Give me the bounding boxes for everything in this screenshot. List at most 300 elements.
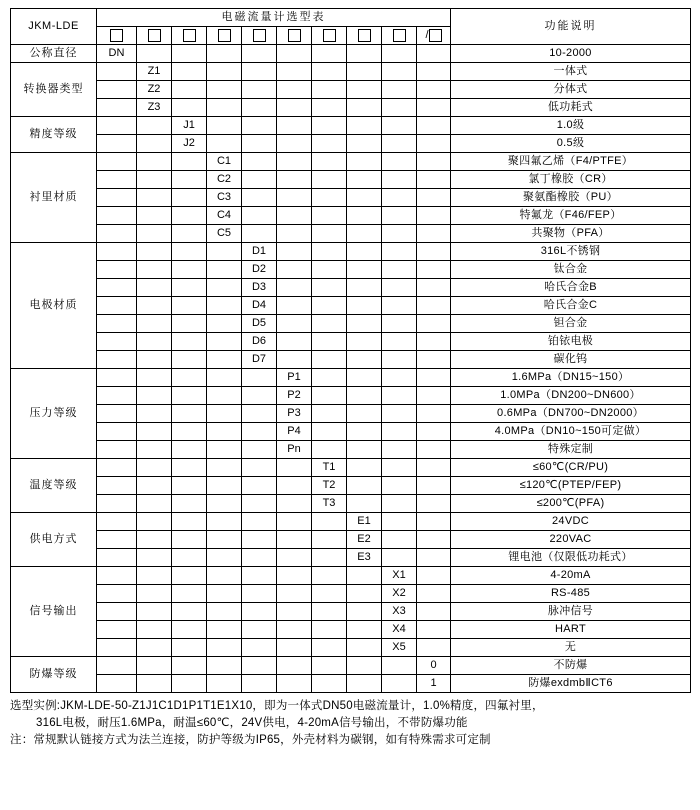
- option-code-cell[interactable]: 1: [417, 675, 451, 693]
- spacer-cell: [172, 315, 207, 333]
- spacer-cell: [97, 261, 137, 279]
- option-code-cell[interactable]: X3: [382, 603, 417, 621]
- option-checkbox[interactable]: [253, 29, 266, 42]
- option-description-cell: 316L不锈钢: [451, 243, 691, 261]
- table-row: [11, 675, 691, 693]
- option-code-cell[interactable]: D6: [242, 333, 277, 351]
- spacer-cell: [417, 279, 451, 297]
- checkbox-cell-3[interactable]: [172, 27, 207, 45]
- spacer-cell: [277, 261, 312, 279]
- option-description-cell: 0.6MPa（DN700~DN2000）: [451, 405, 691, 423]
- spacer-cell: [312, 153, 347, 171]
- option-code-cell[interactable]: Pn: [277, 441, 312, 459]
- spacer-cell: [417, 99, 451, 117]
- checkbox-cell-7[interactable]: [312, 27, 347, 45]
- spacer-cell: [97, 333, 137, 351]
- spacer-cell: [312, 369, 347, 387]
- spacer-cell: [207, 603, 242, 621]
- spacer-cell: [172, 657, 207, 675]
- spacer-cell: [417, 441, 451, 459]
- checkbox-cell-9[interactable]: [382, 27, 417, 45]
- spacer-cell: [137, 297, 172, 315]
- spacer-cell: [312, 549, 347, 567]
- spacer-cell: [417, 567, 451, 585]
- option-code-cell[interactable]: X5: [382, 639, 417, 657]
- checkbox-cell-8[interactable]: [347, 27, 382, 45]
- spacer-cell: [172, 675, 207, 693]
- spacer-cell: [207, 459, 242, 477]
- spacer-cell: [347, 243, 382, 261]
- spacer-cell: [172, 387, 207, 405]
- option-code-cell[interactable]: P2: [277, 387, 312, 405]
- spacer-cell: [417, 549, 451, 567]
- option-code-cell[interactable]: C1: [207, 153, 242, 171]
- spacer-cell: [417, 243, 451, 261]
- spacer-cell: [277, 297, 312, 315]
- note-remark: 注：常规默认链接方式为法兰连接，防护等级为IP65，外壳材料为碳钢，如有特殊需求可定制: [10, 734, 491, 746]
- spacer-cell: [172, 441, 207, 459]
- option-description-cell: 氯丁橡胶（CR）: [451, 171, 691, 189]
- option-description-cell: 分体式: [451, 81, 691, 99]
- spacer-cell: [172, 243, 207, 261]
- table-row: [11, 513, 691, 531]
- spacer-cell: [172, 513, 207, 531]
- spacer-cell: [312, 45, 347, 63]
- table-row: [11, 117, 691, 135]
- spacer-cell: [207, 567, 242, 585]
- spacer-cell: [277, 549, 312, 567]
- spacer-cell: [137, 171, 172, 189]
- spacer-cell: [97, 513, 137, 531]
- option-checkbox[interactable]: [429, 29, 442, 42]
- table-row: [11, 603, 691, 621]
- spacer-cell: [97, 477, 137, 495]
- spacer-cell: [207, 657, 242, 675]
- spacer-cell: [347, 585, 382, 603]
- spacer-cell: [417, 639, 451, 657]
- table-row: [11, 369, 691, 387]
- spacer-cell: [417, 369, 451, 387]
- spacer-cell: [382, 243, 417, 261]
- spacer-cell: [417, 135, 451, 153]
- option-code-cell[interactable]: X2: [382, 585, 417, 603]
- spacer-cell: [137, 513, 172, 531]
- spacer-cell: [207, 369, 242, 387]
- spacer-cell: [97, 675, 137, 693]
- spacer-cell: [312, 243, 347, 261]
- option-code-cell[interactable]: P1: [277, 369, 312, 387]
- spacer-cell: [242, 423, 277, 441]
- option-description-cell: 聚氨酯橡胶（PU）: [451, 189, 691, 207]
- spacer-cell: [97, 207, 137, 225]
- spacer-cell: [382, 657, 417, 675]
- option-code-cell[interactable]: J1: [172, 117, 207, 135]
- checkbox-cell-6[interactable]: [277, 27, 312, 45]
- spacer-cell: [312, 225, 347, 243]
- option-code-cell[interactable]: D5: [242, 315, 277, 333]
- spacer-cell: [172, 171, 207, 189]
- selection-table: [10, 8, 691, 693]
- spacer-cell: [242, 495, 277, 513]
- spacer-cell: [137, 225, 172, 243]
- spacer-cell: [97, 585, 137, 603]
- option-code-cell[interactable]: D3: [242, 279, 277, 297]
- spacer-cell: [347, 567, 382, 585]
- spacer-cell: [277, 315, 312, 333]
- spacer-cell: [347, 225, 382, 243]
- option-code-cell[interactable]: C2: [207, 171, 242, 189]
- checkbox-cell-10[interactable]: [417, 27, 451, 45]
- spacer-cell: [242, 657, 277, 675]
- spacer-cell: [277, 279, 312, 297]
- option-description-cell: 不防爆: [451, 657, 691, 675]
- spacer-cell: [137, 45, 172, 63]
- table-row: [11, 207, 691, 225]
- spacer-cell: [207, 405, 242, 423]
- spacer-cell: [382, 351, 417, 369]
- table-row: [11, 477, 691, 495]
- spacer-cell: [312, 297, 347, 315]
- option-code-cell[interactable]: T1: [312, 459, 347, 477]
- spacer-cell: [347, 621, 382, 639]
- spacer-cell: [277, 225, 312, 243]
- table-row: [11, 639, 691, 657]
- option-checkbox[interactable]: [358, 29, 371, 42]
- spacer-cell: [382, 513, 417, 531]
- spacer-cell: [97, 621, 137, 639]
- spacer-cell: [207, 45, 242, 63]
- spacer-cell: [172, 99, 207, 117]
- slash-label: /: [425, 28, 429, 41]
- spacer-cell: [137, 315, 172, 333]
- spacer-cell: [277, 585, 312, 603]
- spacer-cell: [137, 387, 172, 405]
- option-checkbox[interactable]: [148, 29, 161, 42]
- spacer-cell: [417, 477, 451, 495]
- spacer-cell: [172, 63, 207, 81]
- option-description-cell: HART: [451, 621, 691, 639]
- spacer-cell: [277, 135, 312, 153]
- note-example-line1: 选型实例:JKM-LDE-50-Z1J1C1D1P1T1E1X10，即为一体式DN50电磁流量计，1.0%精度，四氟衬里，: [10, 700, 544, 712]
- table-row: [11, 225, 691, 243]
- option-code-cell[interactable]: T3: [312, 495, 347, 513]
- option-code-cell[interactable]: E2: [347, 531, 382, 549]
- notes-block: [10, 698, 690, 749]
- option-checkbox[interactable]: [218, 29, 231, 42]
- category-label: 温度等级: [11, 459, 97, 513]
- spacer-cell: [207, 63, 242, 81]
- spacer-cell: [312, 63, 347, 81]
- spacer-cell: [97, 243, 137, 261]
- spacer-cell: [172, 45, 207, 63]
- spacer-cell: [277, 621, 312, 639]
- spacer-cell: [172, 423, 207, 441]
- spacer-cell: [312, 603, 347, 621]
- spacer-cell: [277, 567, 312, 585]
- spacer-cell: [242, 513, 277, 531]
- spacer-cell: [207, 297, 242, 315]
- option-code-cell[interactable]: E3: [347, 549, 382, 567]
- spacer-cell: [277, 99, 312, 117]
- spacer-cell: [382, 189, 417, 207]
- option-description-cell: ≤200℃(PFA): [451, 495, 691, 513]
- spacer-cell: [172, 459, 207, 477]
- spacer-cell: [97, 171, 137, 189]
- option-checkbox[interactable]: [323, 29, 336, 42]
- spacer-cell: [417, 189, 451, 207]
- spacer-cell: [417, 495, 451, 513]
- spacer-cell: [417, 315, 451, 333]
- spacer-cell: [347, 459, 382, 477]
- spacer-cell: [382, 261, 417, 279]
- option-description-cell: 无: [451, 639, 691, 657]
- spacer-cell: [277, 45, 312, 63]
- spacer-cell: [137, 333, 172, 351]
- option-code-cell[interactable]: Z1: [137, 63, 172, 81]
- table-row: [11, 423, 691, 441]
- option-code-cell[interactable]: P4: [277, 423, 312, 441]
- option-description-cell: 一体式: [451, 63, 691, 81]
- spacer-cell: [347, 477, 382, 495]
- spacer-cell: [97, 639, 137, 657]
- spacer-cell: [137, 477, 172, 495]
- spacer-cell: [137, 531, 172, 549]
- spacer-cell: [382, 207, 417, 225]
- spacer-cell: [417, 585, 451, 603]
- category-label: 供电方式: [11, 513, 97, 567]
- spacer-cell: [347, 45, 382, 63]
- spacer-cell: [347, 135, 382, 153]
- option-code-cell[interactable]: J2: [172, 135, 207, 153]
- spacer-cell: [347, 333, 382, 351]
- option-code-cell[interactable]: D2: [242, 261, 277, 279]
- option-code-cell[interactable]: D1: [242, 243, 277, 261]
- spacer-cell: [97, 495, 137, 513]
- spacer-cell: [312, 531, 347, 549]
- table-row: [11, 351, 691, 369]
- option-code-cell[interactable]: 0: [417, 657, 451, 675]
- spacer-cell: [312, 315, 347, 333]
- spacer-cell: [207, 279, 242, 297]
- option-checkbox[interactable]: [183, 29, 196, 42]
- spacer-cell: [277, 639, 312, 657]
- spacer-cell: [382, 135, 417, 153]
- spacer-cell: [347, 99, 382, 117]
- spacer-cell: [277, 351, 312, 369]
- option-description-cell: 24VDC: [451, 513, 691, 531]
- spacer-cell: [417, 333, 451, 351]
- spacer-cell: [312, 81, 347, 99]
- option-description-cell: 哈氏合金B: [451, 279, 691, 297]
- option-description-cell: 1.0MPa（DN200~DN600）: [451, 387, 691, 405]
- spacer-cell: [277, 117, 312, 135]
- spacer-cell: [172, 351, 207, 369]
- spacer-cell: [312, 117, 347, 135]
- spacer-cell: [242, 99, 277, 117]
- option-code-cell[interactable]: E1: [347, 513, 382, 531]
- spacer-cell: [312, 657, 347, 675]
- spacer-cell: [277, 675, 312, 693]
- checkbox-cell-5[interactable]: [242, 27, 277, 45]
- spacer-cell: [277, 243, 312, 261]
- checkbox-cell-1[interactable]: [97, 27, 137, 45]
- option-description-cell: 1.6MPa（DN15~150）: [451, 369, 691, 387]
- spacer-cell: [417, 513, 451, 531]
- spacer-cell: [207, 81, 242, 99]
- spacer-cell: [417, 351, 451, 369]
- option-description-cell: 10-2000: [451, 45, 691, 63]
- table-row: [11, 387, 691, 405]
- category-label: 转换器类型: [11, 63, 97, 117]
- spacer-cell: [97, 297, 137, 315]
- spacer-cell: [172, 639, 207, 657]
- spacer-cell: [207, 639, 242, 657]
- spacer-cell: [172, 369, 207, 387]
- spacer-cell: [312, 351, 347, 369]
- spacer-cell: [347, 297, 382, 315]
- table-row: [11, 333, 691, 351]
- spacer-cell: [417, 387, 451, 405]
- table-header-row: [11, 9, 691, 27]
- spacer-cell: [417, 63, 451, 81]
- spacer-cell: [242, 369, 277, 387]
- option-code-cell[interactable]: X1: [382, 567, 417, 585]
- table-title-cell: 电磁流量计选型表: [97, 9, 451, 27]
- spacer-cell: [172, 405, 207, 423]
- spacer-cell: [172, 297, 207, 315]
- spacer-cell: [172, 621, 207, 639]
- spacer-cell: [312, 207, 347, 225]
- spacer-cell: [277, 189, 312, 207]
- spacer-cell: [207, 315, 242, 333]
- option-code-cell[interactable]: D4: [242, 297, 277, 315]
- spacer-cell: [97, 351, 137, 369]
- spacer-cell: [207, 99, 242, 117]
- option-description-cell: 0.5级: [451, 135, 691, 153]
- spacer-cell: [382, 315, 417, 333]
- spacer-cell: [207, 333, 242, 351]
- spacer-cell: [347, 495, 382, 513]
- option-description-cell: 钛合金: [451, 261, 691, 279]
- option-code-cell[interactable]: Z2: [137, 81, 172, 99]
- spacer-cell: [137, 189, 172, 207]
- spacer-cell: [277, 603, 312, 621]
- option-code-cell[interactable]: C3: [207, 189, 242, 207]
- spacer-cell: [417, 81, 451, 99]
- spacer-cell: [242, 639, 277, 657]
- spacer-cell: [137, 459, 172, 477]
- spacer-cell: [347, 315, 382, 333]
- table-row: [11, 99, 691, 117]
- spacer-cell: [417, 171, 451, 189]
- table-row: [11, 297, 691, 315]
- spacer-cell: [382, 225, 417, 243]
- spacer-cell: [242, 531, 277, 549]
- spacer-cell: [207, 135, 242, 153]
- spacer-cell: [382, 477, 417, 495]
- table-row: [11, 63, 691, 81]
- spacer-cell: [172, 261, 207, 279]
- option-description-cell: 4-20mA: [451, 567, 691, 585]
- option-code-cell[interactable]: C4: [207, 207, 242, 225]
- spacer-cell: [137, 639, 172, 657]
- spacer-cell: [242, 225, 277, 243]
- option-checkbox[interactable]: [393, 29, 406, 42]
- spacer-cell: [137, 495, 172, 513]
- spacer-cell: [347, 207, 382, 225]
- spacer-cell: [137, 207, 172, 225]
- checkbox-cell-2[interactable]: [137, 27, 172, 45]
- spacer-cell: [242, 45, 277, 63]
- category-label: 衬里材质: [11, 153, 97, 243]
- option-code-cell[interactable]: T2: [312, 477, 347, 495]
- spacer-cell: [97, 603, 137, 621]
- option-description-cell: 低功耗式: [451, 99, 691, 117]
- spacer-cell: [97, 63, 137, 81]
- spacer-cell: [347, 387, 382, 405]
- category-label: 精度等级: [11, 117, 97, 153]
- table-row: [11, 441, 691, 459]
- spacer-cell: [172, 189, 207, 207]
- spacer-cell: [382, 333, 417, 351]
- checkbox-cell-4[interactable]: [207, 27, 242, 45]
- option-code-cell[interactable]: DN: [97, 45, 137, 63]
- spacer-cell: [242, 207, 277, 225]
- spacer-cell: [137, 243, 172, 261]
- spacer-cell: [242, 387, 277, 405]
- option-code-cell[interactable]: P3: [277, 405, 312, 423]
- spacer-cell: [242, 135, 277, 153]
- option-checkbox[interactable]: [288, 29, 301, 42]
- spacer-cell: [207, 495, 242, 513]
- spacer-cell: [97, 531, 137, 549]
- spacer-cell: [137, 261, 172, 279]
- spacer-cell: [277, 81, 312, 99]
- option-code-cell[interactable]: C5: [207, 225, 242, 243]
- spacer-cell: [97, 441, 137, 459]
- option-code-cell[interactable]: D7: [242, 351, 277, 369]
- option-description-cell: 4.0MPa（DN10~150可定做）: [451, 423, 691, 441]
- spacer-cell: [242, 549, 277, 567]
- category-label: 公称直径: [11, 45, 97, 63]
- spacer-cell: [172, 333, 207, 351]
- option-description-cell: 特殊定制: [451, 441, 691, 459]
- spacer-cell: [207, 387, 242, 405]
- spacer-cell: [382, 405, 417, 423]
- spacer-cell: [97, 99, 137, 117]
- option-code-cell[interactable]: Z3: [137, 99, 172, 117]
- spacer-cell: [137, 603, 172, 621]
- spacer-cell: [277, 477, 312, 495]
- spacer-cell: [172, 279, 207, 297]
- spacer-cell: [172, 549, 207, 567]
- spacer-cell: [97, 405, 137, 423]
- option-checkbox[interactable]: [110, 29, 123, 42]
- table-row: [11, 171, 691, 189]
- spacer-cell: [97, 549, 137, 567]
- spacer-cell: [172, 567, 207, 585]
- spacer-cell: [137, 423, 172, 441]
- spacer-cell: [382, 423, 417, 441]
- option-description-cell: 220VAC: [451, 531, 691, 549]
- spacer-cell: [172, 81, 207, 99]
- spacer-cell: [312, 513, 347, 531]
- table-row: [11, 135, 691, 153]
- spacer-cell: [347, 81, 382, 99]
- option-code-cell[interactable]: X4: [382, 621, 417, 639]
- option-description-cell: 共聚物（PFA）: [451, 225, 691, 243]
- spacer-cell: [312, 171, 347, 189]
